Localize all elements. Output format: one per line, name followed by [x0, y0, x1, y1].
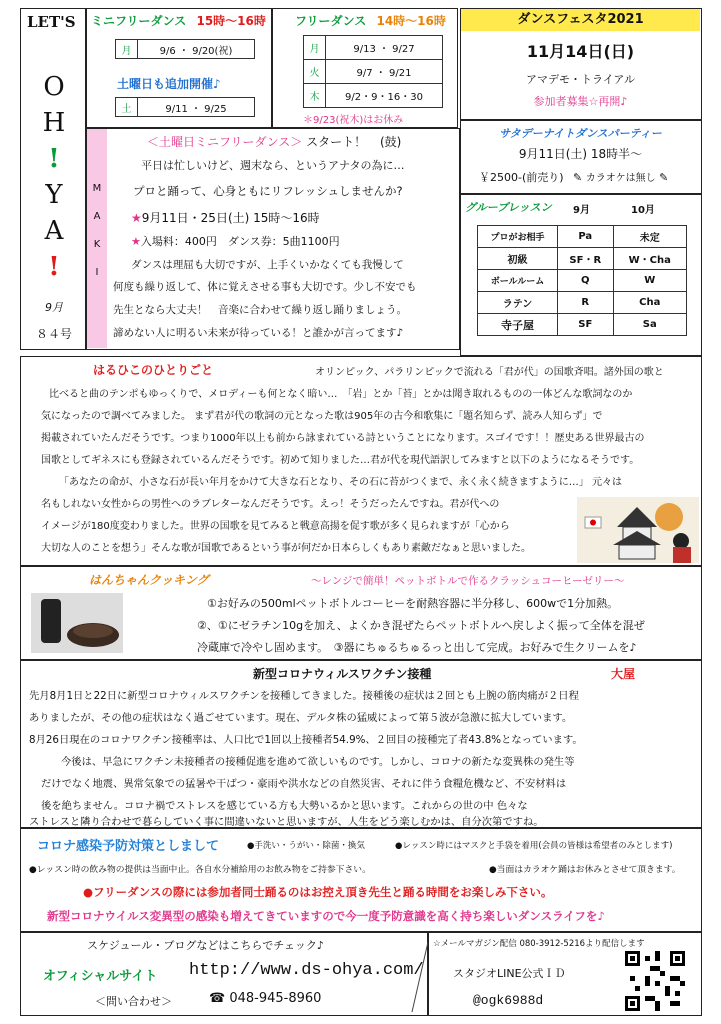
- maki-line: 諦めない人に明るい未来が待っている！と誰かが言ってます♪: [113, 327, 404, 339]
- mini-free-table: [115, 39, 255, 59]
- maki-schedule: 9月11日・25日(土) 15時～16時: [141, 211, 320, 225]
- maki-title2: スタート！: [306, 135, 367, 149]
- footer-left-box: [20, 932, 428, 1016]
- month-header-oct: 10月: [631, 205, 655, 216]
- maki-box: [86, 128, 460, 350]
- lesson-name: 初級: [478, 248, 558, 270]
- covid-item: ●レッスン時の飲み物の提供は当面中止。各自水分補給用のお飲み物をご持参下さい。: [29, 865, 371, 875]
- lesson-sep: R: [558, 292, 614, 314]
- month-header-sep: 9月: [573, 205, 590, 216]
- official-site-label: オフィシャルサイト: [43, 969, 158, 984]
- party-karaoke: カラオケは無し: [585, 173, 656, 184]
- maki-line: 先生となら大丈夫！ 音楽に合わせて繰り返し踊りましょう。: [113, 304, 407, 316]
- lesson-name: ラテン: [478, 292, 558, 314]
- festa-title: ダンスフェスタ2021: [461, 9, 700, 31]
- party-title: サタデーナイトダンスパーティー: [499, 127, 662, 140]
- group-lesson-table: [477, 225, 687, 336]
- table-row: [116, 98, 255, 117]
- festa-box: [460, 8, 702, 120]
- lesson-sep: Pa: [558, 226, 614, 248]
- dates-cell: 9/13 ・ 9/27: [326, 36, 443, 60]
- maki-line: 平日は忙しいけど、週末なら、というアナタの為に…: [141, 159, 405, 172]
- lesson-sep: Q: [558, 270, 614, 292]
- issue-label: ８４号: [35, 327, 72, 341]
- free-dance-time: 14時～16時: [376, 14, 446, 28]
- holiday-note: ＊9/23(祝木)はお休み: [303, 115, 404, 126]
- haruhiko-line: 「あなたの命が、小さな石が長い年月をかけて大きな石となり、その石に苔がつくまで、永く永く続きますように…」 元々は: [59, 477, 622, 488]
- table-row: [478, 248, 687, 270]
- maki-heading: [147, 133, 401, 150]
- maki-line: プロと踊って、心身ともにリフレッシュしませんか?: [133, 184, 403, 198]
- haruhiko-line: 国歌としてギネスにも登録されているんだそうです。初めて知りました…君が代を現代語訳してみますと以下のようになるそうです。: [41, 455, 640, 466]
- ohya-letter-a: A: [44, 216, 64, 246]
- haruhiko-line: 大切な人のことを想う」そんな歌が国歌であるという事が何だか日本らしくもあり素敵だなぁと思いました。: [41, 543, 531, 554]
- footer-right-box: [428, 932, 702, 1016]
- mail-magazine: ☆メールマガジン配信 080-3912-5216より配信します: [433, 939, 645, 949]
- title-column: [20, 8, 86, 350]
- contact-label: ＜問い合わせ＞: [95, 995, 172, 1008]
- ohya-letter-excl1: !: [48, 144, 60, 174]
- vaccine-author: 大屋: [611, 667, 636, 681]
- dates-cell: 9/2・9・16・30: [326, 84, 443, 108]
- covid-title: コロナ感染予防対策としまして: [37, 839, 220, 854]
- covid-request: 新型コロナウイルス変異型の感染も増えてきていますので今一度予防意識を高く持ち楽しいダンスライフを♪: [47, 909, 605, 923]
- vaccine-line: 8月26日現在のコロナワクチン接種率は、人口比で1回以上接種者54.9%、２回目の接種完了者43.8%となっています。: [29, 734, 583, 746]
- party-price-line: [479, 169, 668, 185]
- cooking-box: [20, 566, 702, 660]
- month-label: 9月: [45, 301, 63, 314]
- vaccine-line: 今後は、早急にワクチン未接種者の接種促進を進めて欲しいものです。しかし、コロナの新たな変異株の発生等: [61, 756, 575, 768]
- free-dance-title: フリーダンス: [295, 14, 367, 28]
- lesson-oct: 未定: [613, 226, 686, 248]
- lesson-sep: SF: [558, 314, 614, 336]
- haruhiko-line: 名もしれない女性からの男性へのラブレターなんだそうです。えっ！そうだったんですね。君が代への: [41, 499, 500, 510]
- maki-fee: 入場料：400円 ダンス券：5曲1100円: [140, 235, 340, 248]
- vaccine-line: ストレスと隣り合わせで暮らしていく事に間違いないと思いますが、人生をどう楽しむかは、自分次第ですね。: [29, 816, 544, 828]
- maki-side-bar: [87, 129, 107, 348]
- lesson-name: 寺子屋: [478, 314, 558, 336]
- haruhiko-line: 気になったので調べてみました。 まず君が代の歌詞の元となった歌は905年の古今和歌集に「題名知らず、読み人知らず」で: [41, 411, 603, 422]
- table-row: [478, 314, 687, 336]
- covid-item: ●当面はカラオケ踊はお休みとさせて頂きます。: [489, 865, 681, 875]
- day-cell: 木: [304, 84, 326, 108]
- dates-cell: 9/6 ・ 9/20(祝): [138, 40, 255, 59]
- line-label: スタジオLINE公式ＩＤ: [453, 967, 566, 980]
- coffee-jelly-photo: [31, 593, 123, 653]
- lesson-name: プロがお相手: [478, 226, 558, 248]
- dates-cell: 9/7 ・ 9/21: [326, 60, 443, 84]
- party-price: ￥2500-(前売り): [479, 171, 564, 184]
- dates-cell: 9/11 ・ 9/25: [138, 98, 255, 117]
- day-cell: 火: [304, 60, 326, 84]
- maki-letter: K: [93, 239, 101, 250]
- haruhiko-box: [20, 356, 702, 566]
- covid-box: [20, 828, 702, 932]
- free-dance-table: [303, 35, 443, 108]
- covid-item: ●手洗い・うがい・除菌・換気: [247, 841, 365, 851]
- maki-schedule-line: [131, 209, 320, 226]
- free-dance-box: [272, 8, 458, 128]
- haruhiko-line: オリンピック、パラリンピックで流れる「君が代」の国歌斉唱。諸外国の歌と: [315, 367, 664, 378]
- footer-check: スケジュール・ブログなどはこちらでチェック♪: [87, 939, 324, 952]
- table-row: [116, 40, 255, 59]
- table-row: [304, 36, 443, 60]
- vaccine-title: 新型コロナウィルスワクチン接種: [253, 667, 432, 681]
- covid-request: ●フリーダンスの際には参加者同士踊るのはお控え頂き先生と踊る時間をお楽しみ下さい。: [83, 885, 553, 899]
- lesson-oct: Sa: [613, 314, 686, 336]
- japan-illustration: [577, 497, 699, 563]
- day-cell: 土: [116, 98, 138, 117]
- vaccine-box: [20, 660, 702, 828]
- festa-date: 11月14日(日): [526, 42, 635, 61]
- line-id[interactable]: @ogk6988d: [473, 993, 544, 1008]
- mini-free-header: [91, 12, 266, 29]
- cooking-subtitle: ～レンジで簡単！ペットボトルで作るクラッシュコーヒーゼリー～: [311, 575, 625, 587]
- day-cell: 月: [116, 40, 138, 59]
- table-row: [478, 270, 687, 292]
- official-site-link[interactable]: http://www.ds-ohya.com/: [189, 961, 424, 980]
- pencil-icon: ✎: [573, 171, 583, 184]
- cooking-step: ②、①にゼラチン10gを加え、よくかき混ぜたらペットボトルへ戻しよく振って全体を混ぜ: [197, 619, 645, 632]
- maki-line: 何度も繰り返して、体に覚えさせる事も大切です。少し不安でも: [113, 281, 417, 293]
- maki-letter: A: [93, 211, 101, 222]
- maki-line: ダンスは理屈も大切ですが、上手くいかなくても我慢して: [131, 259, 404, 271]
- lesson-name: ボールルーム: [478, 270, 558, 292]
- haruhiko-line: イメージが180度変わりました。世界の国歌を見てみると戦意高揚を促す歌が多く見られますが「心から: [41, 521, 510, 532]
- cooking-title: はんちゃんクッキング: [89, 573, 209, 587]
- haruhiko-line: 掲載されていたんだそうです。つまり1000年以上も前から詠まれている詩ということになります。スゴイです！！歴史ある世界最古の: [41, 433, 645, 444]
- lets-label: LET'S: [27, 13, 76, 31]
- lesson-oct: W・Cha: [613, 248, 686, 270]
- table-row: [478, 292, 687, 314]
- table-row: [304, 84, 443, 108]
- phone-number[interactable]: ☎ 048-945-8960: [209, 991, 322, 1006]
- maki-title: ＜土曜日ミニフリーダンス＞: [147, 135, 303, 149]
- vaccine-line: だけでなく地震、異常気象での猛暑や干ばつ・豪雨や洪水などの自然災害、それに伴う食糧危機など、不安材料は: [41, 778, 567, 790]
- table-row: [304, 60, 443, 84]
- star-icon: ★: [131, 235, 141, 248]
- qr-code-icon: [625, 951, 685, 1011]
- festa-recruit: 参加者募集☆再開♪: [533, 95, 628, 108]
- haruhiko-title: はるひこのひとりごと: [93, 363, 214, 377]
- star-icon: ★: [131, 211, 142, 225]
- ohya-letter-h: H: [42, 108, 66, 138]
- mini-free-title: ミニフリーダンス: [91, 14, 187, 28]
- maki-letter: I: [95, 267, 99, 278]
- lesson-sep: SF・R: [558, 248, 614, 270]
- vaccine-line: ありましたが、その他の症状はなく過ごせています。現在、デルタ株の猛威によって第５波が急激に拡大しています。: [29, 712, 573, 724]
- lesson-oct: W: [613, 270, 686, 292]
- festa-venue: アマデモ・トライアル: [526, 73, 635, 86]
- group-lesson-box: [460, 194, 702, 356]
- covid-item: ●レッスン時にはマスクと手袋を着用(会員の皆様は希望者のみとします): [395, 841, 673, 851]
- haruhiko-line: 比べると曲のテンポもゆっくりで、メロディーも何となく暗い… 「岩」とか「苔」とかは聞き取れるものの一体どんな歌詞なのか: [49, 389, 633, 400]
- ohya-letters: [21, 69, 87, 285]
- mini-free-box: [86, 8, 272, 128]
- maki-author: (鼓): [379, 135, 402, 149]
- table-row: [478, 226, 687, 248]
- maki-fee-line: [131, 233, 340, 249]
- day-cell: 月: [304, 36, 326, 60]
- saturday-party-box: [460, 120, 702, 194]
- saturday-note: 土曜日も追加開催♪: [117, 77, 221, 91]
- party-date: 9月11日(土) 18時半～: [518, 147, 643, 161]
- mini-free-time: 15時～16時: [196, 14, 266, 28]
- ohya-letter-excl2: !: [48, 252, 60, 282]
- cooking-step: ①お好みの500mlペットボトルコーヒーを耐熱容器に半分移し、600wで1分加熱。: [207, 597, 619, 610]
- group-lesson-title: グループレッスン: [465, 201, 552, 214]
- free-dance-header: [295, 12, 446, 29]
- ohya-letter-o: O: [43, 72, 65, 102]
- ohya-letter-y: Y: [45, 180, 63, 210]
- vaccine-line: 先月8月1日と22日に新型コロナウィルスワクチンを接種してきました。接種後の症状は２回とも上腕の筋肉痛が２日程: [29, 690, 579, 702]
- cooking-step: 冷蔵庫で冷やし固めます。 ③器にちゅるちゅるっと出して完成。お好みで生クリームを♪: [197, 641, 637, 654]
- maki-letter: M: [92, 183, 102, 194]
- vaccine-line: 後を絶ちません。コロナ禍でストレスを感じている方も大勢いるかと思います。これからの世の中 色々な: [41, 800, 528, 812]
- lesson-oct: Cha: [613, 292, 686, 314]
- mini-free-sat-table: [115, 97, 255, 117]
- pencil-icon: ✎: [659, 171, 669, 184]
